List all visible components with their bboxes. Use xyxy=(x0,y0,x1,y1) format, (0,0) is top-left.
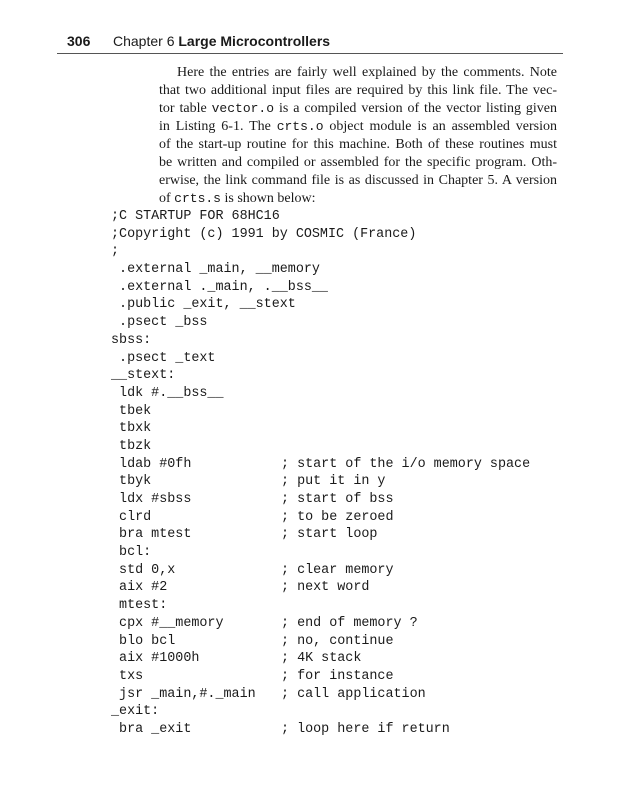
code-line xyxy=(111,633,530,651)
code-listing xyxy=(111,208,530,739)
code-line: _exit: xyxy=(111,704,160,720)
paragraph-line xyxy=(159,190,557,208)
code-comment: ; put it in y xyxy=(281,474,386,490)
running-header xyxy=(57,33,563,54)
code-line xyxy=(111,686,530,704)
code-instruction: aix #2 xyxy=(111,580,168,596)
paragraph-line: Here the entries are fairly well explained by the comments. Note xyxy=(177,65,557,80)
code-comment: ; 4K stack xyxy=(281,651,362,667)
code-comment: ; clear memory xyxy=(281,562,394,578)
text-run: tor table xyxy=(159,101,212,116)
text-run: of xyxy=(159,191,175,206)
code-line: sbss: xyxy=(111,332,152,348)
code-line: mtest: xyxy=(111,598,168,614)
paragraph-line: of the start-up routine for this machine. Both of these routines must xyxy=(159,137,557,152)
code-comment: ; no, continue xyxy=(281,633,394,649)
paragraph-line: that two additional input files are required by this link file. The vec- xyxy=(159,83,557,98)
code-line: .external _main, __memory xyxy=(111,262,320,278)
code-instruction: ldx #sbss xyxy=(111,492,192,507)
code-comment: ; end of memory ? xyxy=(281,615,418,631)
code-instruction: ldab #0fh xyxy=(111,456,192,472)
code-instruction: cpx #__memory xyxy=(111,615,224,631)
code-line: ;C STARTUP FOR 68HC16 xyxy=(111,209,280,224)
paragraph-line: erwise, the link command file is as discussed in Chapter 5. A version xyxy=(159,173,557,188)
code-line xyxy=(111,456,530,474)
code-line xyxy=(111,473,530,491)
code-instruction: bra _exit xyxy=(111,721,192,737)
code-line: __stext: xyxy=(111,368,176,384)
code-comment: ; next word xyxy=(281,580,370,596)
code-line xyxy=(111,491,530,509)
code-instruction: bra mtest xyxy=(111,527,192,543)
code-line: .psect _bss xyxy=(111,315,208,331)
code-instruction: tbyk xyxy=(111,474,152,490)
code-comment: ; loop here if return xyxy=(281,721,450,737)
text-run: in Listing 6-1. The xyxy=(159,119,277,134)
code-line: .public _exit, __stext xyxy=(111,297,296,313)
code-line: bcl: xyxy=(111,545,152,561)
code-line xyxy=(111,615,530,633)
code-line xyxy=(111,579,530,597)
body-paragraph xyxy=(159,64,557,208)
code-comment: ; start of bss xyxy=(281,492,394,507)
paragraph-line: be written and compiled or assembled for the specific program. Oth- xyxy=(159,155,557,170)
code-comment: ; call application xyxy=(281,686,426,702)
code-line xyxy=(111,650,530,668)
code-line xyxy=(111,668,530,686)
code-comment: ; start of the i/o memory space xyxy=(281,456,531,472)
chapter-title: Large Microcontrollers xyxy=(178,33,331,49)
code-line xyxy=(111,526,530,544)
code-line: ;Copyright (c) 1991 by COSMIC (France) xyxy=(111,226,417,242)
chapter-heading xyxy=(113,33,330,49)
code-instruction: std 0,x xyxy=(111,562,176,578)
paragraph-line xyxy=(159,100,557,118)
code-instruction: jsr _main,#._main xyxy=(111,686,256,702)
code-line: tbzk xyxy=(111,438,152,454)
code-line: .external ._main, .__bss__ xyxy=(111,279,328,295)
code-comment: ; for instance xyxy=(281,668,394,684)
code-line: ldk #.__bss__ xyxy=(111,385,224,401)
inline-code: crts.s xyxy=(174,191,221,206)
code-instruction: txs xyxy=(111,668,144,684)
code-instruction: aix #1000h xyxy=(111,651,200,667)
text-run: object module is an assembled version xyxy=(323,119,557,134)
code-comment: ; start loop xyxy=(281,527,378,543)
paragraph-line xyxy=(159,118,557,136)
code-line xyxy=(111,721,530,739)
code-line: tbek xyxy=(111,403,152,419)
inline-code: vector.o xyxy=(211,101,275,116)
code-line: ; xyxy=(111,244,120,260)
code-instruction: blo bcl xyxy=(111,633,176,649)
code-line: tbxk xyxy=(111,421,152,437)
code-line xyxy=(111,562,530,580)
text-run: is a compiled version of the vector listing given xyxy=(274,101,558,116)
code-line: .psect _text xyxy=(111,350,216,366)
code-instruction: clrd xyxy=(111,509,152,525)
chapter-number: Chapter 6 xyxy=(113,33,175,49)
code-line xyxy=(111,509,530,527)
inline-code: crts.o xyxy=(276,119,324,134)
page-number: 306 xyxy=(67,33,91,49)
code-comment: ; to be zeroed xyxy=(281,509,394,525)
text-run: is shown below: xyxy=(220,191,316,206)
